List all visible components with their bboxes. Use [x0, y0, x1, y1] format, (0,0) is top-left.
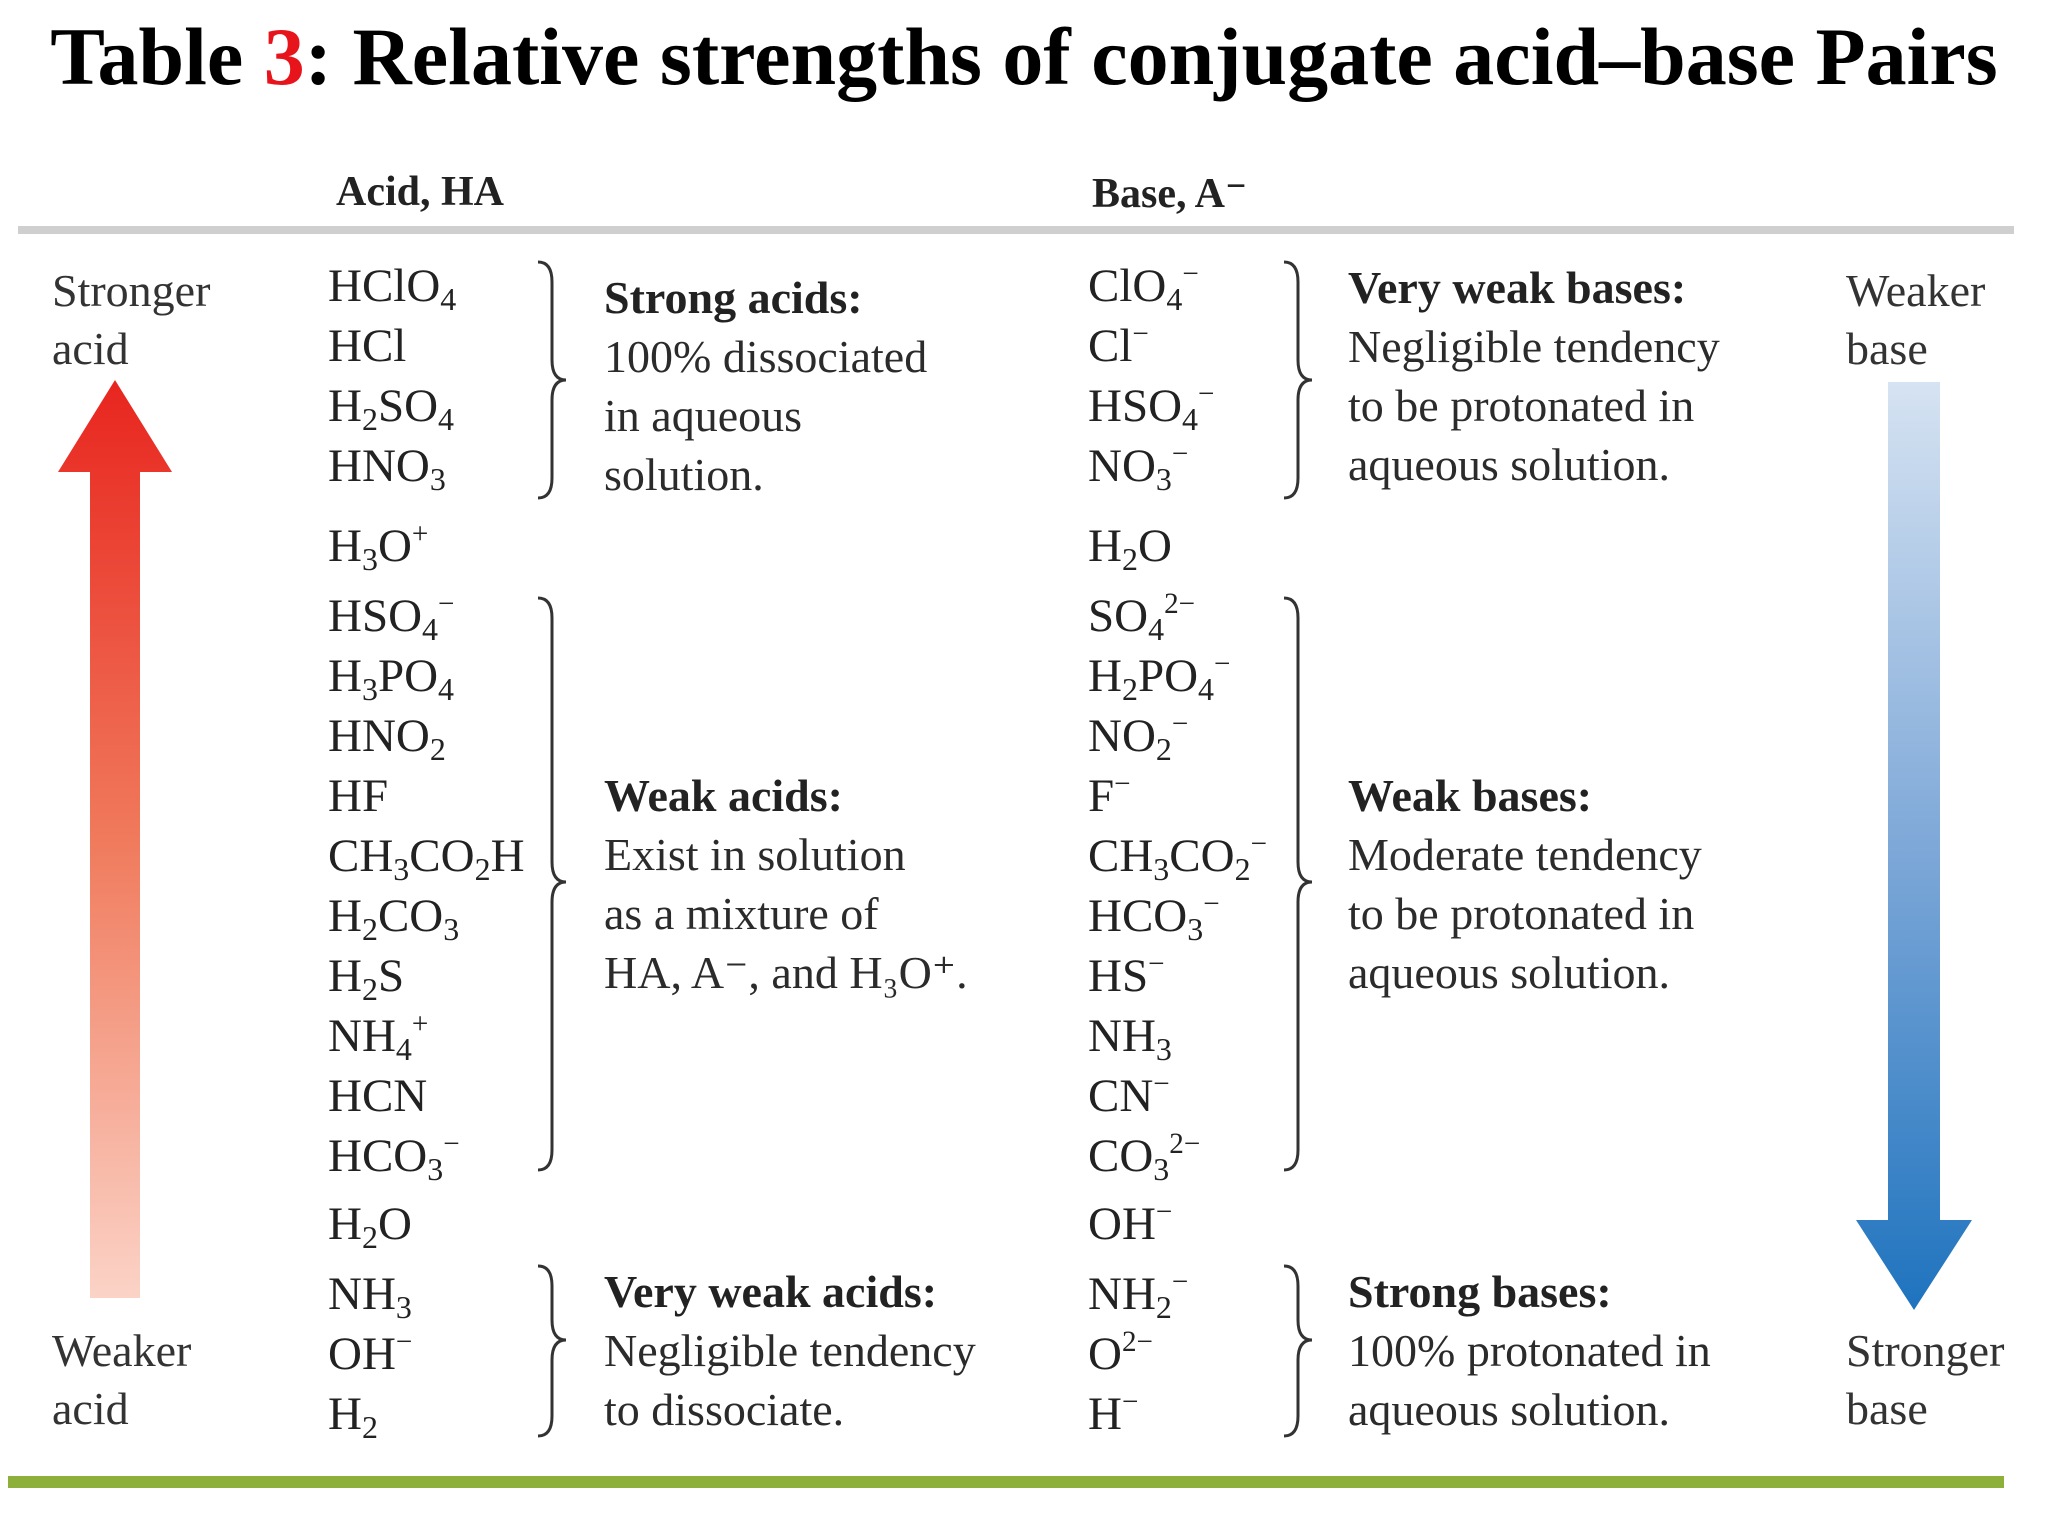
very-weak-acids-description: [604, 1262, 976, 1439]
acid-formula: $H_3O^+$: [328, 517, 429, 577]
acid-strength-arrow: [58, 380, 172, 1298]
weak-bases-heading: Weak bases:: [1348, 770, 1593, 821]
description-line: HA, A⁻, and H₃O⁺.: [604, 947, 968, 998]
description-line: 100% dissociated: [604, 331, 928, 382]
description-line: Negligible tendency: [1348, 321, 1720, 372]
weaker-acid-line1: Weaker: [52, 1325, 192, 1376]
base-formula: $SO_4^{2-}$: [1088, 587, 1196, 647]
base-formula: ClO$_4$−: [1088, 257, 1199, 317]
acid-formula: $H_2$: [328, 1388, 378, 1445]
brace-strong-acids: [538, 262, 566, 498]
bottom-rule: [8, 1476, 2004, 1488]
strong-bases-description: [1348, 1262, 1711, 1439]
title-suffix: : Relative strengths of conjugate acid–base Pairs: [304, 11, 1998, 102]
acid-formula: $NH_3$: [328, 1268, 412, 1325]
weaker-base-line2: base: [1846, 323, 1928, 374]
brace-very-weak-bases: [1284, 262, 1312, 498]
weaker-base-line1: Weaker: [1846, 265, 1986, 316]
base-formula: $NO_3^-$: [1088, 437, 1189, 497]
acid-formula: $NH_4^+$: [328, 1007, 429, 1067]
stronger-base-line1: Stronger: [1846, 1325, 2005, 1376]
base-formula: $CO_3^{2-}$: [1088, 1127, 1201, 1187]
brace-strong-bases: [1284, 1266, 1312, 1436]
very-weak-bases-description: [1348, 258, 1720, 494]
brace-weak-bases: [1284, 598, 1312, 1170]
very-weak-acids-heading: Very weak acids:: [604, 1266, 938, 1317]
acid-formula: $HSO_4^-$: [328, 587, 455, 647]
description-line: in aqueous: [604, 390, 803, 441]
acid-formula: $CH_3CO_2H$: [328, 830, 525, 887]
base-formula: $NH_3$: [1088, 1010, 1172, 1067]
weak-bases-description: [1348, 766, 1702, 1002]
acid-formula: $H_3PO_4$: [328, 650, 455, 707]
brace-weak-acids: [538, 598, 566, 1170]
strong-acids-heading: Strong acids:: [604, 272, 863, 323]
acid-column-header: Acid, HA: [336, 169, 504, 215]
base-formula: $H_2PO_4^-$: [1088, 647, 1231, 707]
base-formula: $NO_2^-$: [1088, 707, 1189, 767]
base-formula: OH−: [1088, 1195, 1173, 1250]
description-line: aqueous solution.: [1348, 439, 1670, 490]
acid-formula: OH−: [328, 1325, 413, 1380]
very-weak-bases-heading: Very weak bases:: [1348, 262, 1687, 313]
description-line: Negligible tendency: [604, 1325, 976, 1376]
weak-acids-heading: Weak acids:: [604, 770, 843, 821]
acid-formula: HCN: [328, 1070, 428, 1122]
stronger-base-line2: base: [1846, 1383, 1928, 1434]
base-strength-arrow: [1856, 382, 1972, 1310]
title-prefix: Table: [50, 11, 264, 102]
acid-formula: $H_2S$: [328, 950, 405, 1007]
description-line: Moderate tendency: [1348, 829, 1702, 880]
description-line: to be protonated in: [1348, 888, 1695, 939]
base-formula: $H_2O$: [1088, 520, 1172, 577]
acid-formula: $HCO_3^-$: [328, 1127, 460, 1187]
stronger-acid-line1: Stronger: [52, 265, 211, 316]
acid-formula: HClO$_4$: [328, 260, 457, 317]
base-formula: CN−: [1088, 1067, 1170, 1122]
acid-formula: $HNO_2$: [328, 710, 446, 767]
description-line: solution.: [604, 449, 764, 500]
strong-acids-description: [604, 268, 927, 504]
description-line: aqueous solution.: [1348, 1384, 1670, 1435]
base-formula: H−: [1088, 1385, 1139, 1440]
weak-acids-description: [604, 766, 968, 1002]
acid-formula: HF: [328, 770, 389, 822]
table-number: 3: [263, 11, 305, 102]
description-line: as a mixture of: [604, 888, 879, 939]
base-formula: $HSO_4^-$: [1088, 377, 1215, 437]
base-formula: Cl−: [1088, 317, 1149, 372]
brace-very-weak-acids: [538, 1266, 566, 1436]
description-line: to dissociate.: [604, 1384, 845, 1435]
acid-formula: HCl: [328, 320, 407, 372]
base-formula: $HCO_3^-$: [1088, 887, 1220, 947]
base-formula: F−: [1088, 767, 1131, 822]
strong-bases-heading: Strong bases:: [1348, 1266, 1612, 1317]
stronger-acid-line2: acid: [52, 323, 129, 374]
description-line: to be protonated in: [1348, 380, 1695, 431]
base-column-header: Base, A⁻: [1092, 171, 1248, 217]
acid-formula: $H_2O$: [328, 1198, 412, 1255]
description-line: 100% protonated in: [1348, 1325, 1711, 1376]
base-formula: $O^{2-}$: [1088, 1325, 1153, 1380]
description-line: aqueous solution.: [1348, 947, 1670, 998]
acid-formula: $HNO_3$: [328, 440, 446, 497]
acid-formula: $H_2CO_3$: [328, 890, 460, 947]
base-formula: $NH_2^-$: [1088, 1265, 1189, 1325]
base-formula: HS−: [1088, 947, 1165, 1002]
description-line: Exist in solution: [604, 829, 906, 880]
weaker-acid-line2: acid: [52, 1383, 129, 1434]
acid-formula: $H_2SO_4$: [328, 380, 455, 437]
base-formula: $CH_3CO_2^-$: [1088, 827, 1267, 887]
